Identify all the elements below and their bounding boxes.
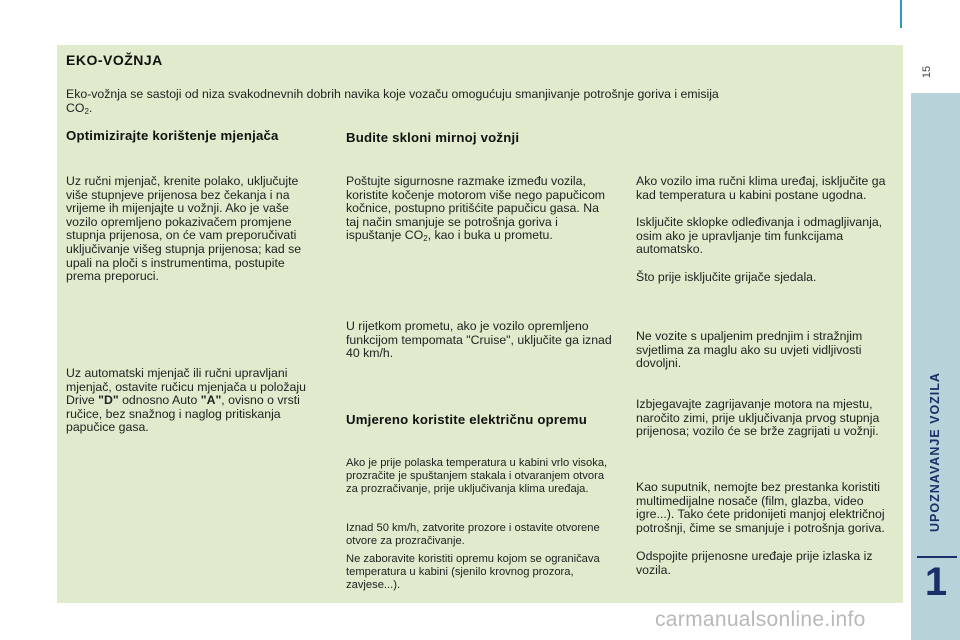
- section-intro: [66, 87, 892, 115]
- heading-gearbox: Optimizirajte korištenje mjenjača: [66, 128, 279, 143]
- paragraph-demisting: Isključite sklopke odleđivanja i odmagljivanja, osim ako je upravljanje tim funkcijama automatsko.: [636, 215, 883, 257]
- chapter-title: UPOZNAVANJE VOZILA: [928, 372, 942, 532]
- paragraph-seat-heaters: Što prije isključite grijače sjedala.: [636, 270, 817, 284]
- top-accent-line: [900, 0, 902, 28]
- paragraph-safe-distance: [346, 175, 614, 243]
- paragraph-manual-gearbox: Uz ručni mjenjač, krenite polako, uključujte više stupnjeve prijenosa bez čekanja i na vrijeme ih mijenjajte u vožnji. Ako je vaše vozilo opremljeno pokazivačem promjene stupnja prijenosa, on će vam preporučivati uključivanje višeg stupnja prijenosa; kad se upali na ploči s instrumentima, postupite prema preporuci.: [66, 174, 302, 284]
- text-automatic-a: Uz automatski mjenjač ili ručni upravljani mjenjač, ostavite ručicu mjenjača u položaju Drive: [66, 366, 306, 408]
- text-safe-distance-b: , kao i buka u prometu.: [427, 228, 553, 243]
- text-safe-distance-a: Poštujte sigurnosne razmake između vozila, koristite kočenje motorom više nego papučicom kočnice, postupno pritišćite papučicu gasa. Na taj način smanjuje se potrošnja goriva i ispuštanje CO: [346, 174, 606, 243]
- paragraph-sunblind: Ne zaboravite koristiti opremu kojom se ograničava temperatura u kabini (sjenilo krovnog prozora, zavjese...).: [346, 553, 600, 591]
- intro-end: .: [88, 101, 93, 115]
- heading-calm-driving: Budite skloni mirnoj vožnji: [346, 130, 520, 145]
- paragraph-engine-warmup: Izbjegavajte zagrijavanje motora na mjestu, naročito zimi, prije uključivanja prvog stupnja prijenosa; vozilo će se brže zagrijati u vožnji.: [636, 397, 880, 439]
- section-title: EKO-VOŽNJA: [66, 52, 163, 68]
- paragraph-windows: Iznad 50 km/h, zatvorite prozore i ostavite otvorene otvore za prozračivanje.: [346, 522, 600, 547]
- paragraph-fog-lamps: Ne vozite s upaljenim prednjim i stražnjim svjetlima za maglu ako su uvjeti vidljivosti dovoljni.: [636, 329, 863, 371]
- paragraph-automatic-gearbox: [66, 367, 314, 435]
- page-number: 15: [921, 65, 933, 79]
- paragraph-ventilate: Ako je prije polaska temperatura u kabini vrlo visoka, prozračite je spuštanjem stakala i otvaranjem otvora za prozračivanje, prije uključivanja klima uređaja.: [346, 457, 608, 495]
- watermark: carmanualsonline.info: [655, 608, 866, 631]
- text-automatic-b: odnosno Auto: [118, 393, 201, 408]
- paragraph-air-conditioning: Ako vozilo ima ručni klima uređaj, isključite ga kad temperatura u kabini postane ugodna.: [636, 174, 886, 202]
- paragraph-cruise: U rijetkom prometu, ako je vozilo opremljeno funkcijom tempomata "Cruise", uključite ga iznad 40 km/h.: [346, 319, 612, 361]
- text-auto-a: "A": [200, 393, 222, 408]
- paragraph-multimedia: Kao suputnik, nemojte bez prestanka koristiti multimedijalne nosače (film, glazba, video igre...). Tako ćete pridonijeti manjoj električnoj potrošnji, čime se smanjuje i potrošnja goriva.: [636, 480, 885, 535]
- chapter-number: 1: [924, 560, 948, 604]
- text-drive-d: "D": [98, 393, 119, 408]
- co2-subscript: 2: [423, 234, 428, 244]
- heading-electrical-equipment: Umjereno koristite električnu opremu: [346, 412, 587, 427]
- paragraph-portable-devices: Odspojite prijenosne uređaje prije izlaska iz vozila.: [636, 549, 873, 577]
- text-automatic-c: , ovisno o vrsti ručice, bez snažnog i naglog pritiskanja papučice gasa.: [66, 393, 300, 435]
- intro-text: Eko-vožnja se sastoji od niza svakodnevnih dobrih navika koje vozaču omogućuju smanjivanje potrošnje goriva i emisija: [66, 87, 719, 101]
- intro-subscript: 2: [84, 107, 89, 116]
- intro-co: CO: [66, 101, 85, 115]
- chapter-divider: [917, 556, 957, 558]
